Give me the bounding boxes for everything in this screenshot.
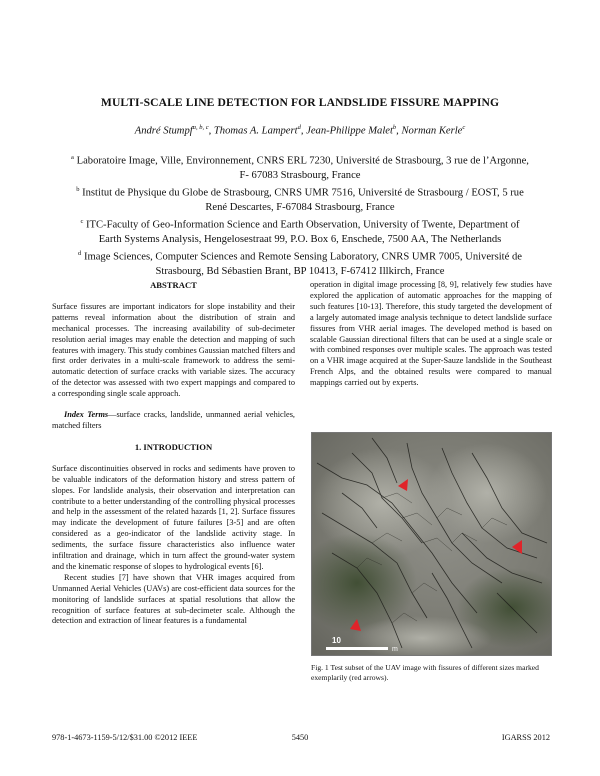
affiliation-mark: a — [71, 154, 74, 161]
scale-bar-unit: m — [392, 646, 398, 653]
author-name: Norman Kerle — [401, 125, 463, 137]
affiliation-item — [70, 151, 530, 183]
index-terms — [52, 410, 295, 432]
scale-bar — [326, 647, 388, 650]
intro-paragraph-2: Recent studies [7] have shown that VHR images acquired from Unmanned Aerial Vehicles (UAVs) are cost-efficient data sources for the monitoring of landslide surfaces at spatial resolutions that allow the recognition of surface features at sub-decimeter scale. Although the detection and extraction of linear features is a fundamental — [52, 572, 295, 626]
figure-caption: Fig. 1 Test subset of the UAV image with fissures of different sizes marked exemplarily (red arrows). — [311, 663, 539, 682]
intro-paragraph-2-continued: operation in digital image processing [8, 9], relatively few studies have explored the application of automatic approaches for the mapping of such features [10-13]. Therefore, this study targeted the development of a largely automated image analysis technique to detect landslide surface fissures from VHR aerial images. The developed method is based on scalable Gaussian directional filters that can be used at a single scale or with combined responses over multiple scales. The approach was tested on a VHR image acquired at the Super-Sauze landslide in the Southeast French Alps, and the obtained results were compared to manual mappings carried out by experts. — [310, 280, 552, 388]
affiliation-mark: b — [76, 185, 80, 193]
affiliation-text: Institut de Physique du Globe de Strasbourg, CNRS UMR 7516, Université de Strasbourg / EOST, 5 rue René Descartes, F-67084 Strasbourg, France — [82, 187, 524, 213]
left-column — [52, 280, 295, 627]
affiliation-mark: d — [78, 249, 82, 257]
affiliation-item — [70, 247, 530, 279]
author-name: Jean-Philippe Malet — [306, 125, 393, 137]
paper-title: MULTI-SCALE LINE DETECTION FOR LANDSLIDE FISSURE MAPPING — [100, 96, 500, 109]
affiliation-text: Image Sciences, Computer Sciences and Remote Sensing Laboratory, CNRS UMR 7005, Université de Strasbourg, Bd Sébastien Brant, BP 10413, F-67412 Illkirch, France — [83, 251, 522, 277]
introduction-heading: 1. INTRODUCTION — [134, 441, 213, 452]
author-name: Thomas A. Lampert — [213, 125, 298, 137]
footer-conference: IGARSS 2012 — [501, 733, 550, 742]
uav-image-figure — [311, 432, 552, 656]
author-list: André Stumpf$^{a, b, c}$, Thomas A. Lampert$^d$, Jean-Philippe Malet$^b$, Norman Kerle$^c$ — [134, 124, 466, 137]
affiliation-mark: c — [80, 217, 84, 225]
affiliation-text: Laboratoire Image, Ville, Environnement, CNRS ERL 7230, Université de Strasbourg, 3 rue de l’Argonne, F- 67083 Strasbourg, France — [76, 155, 529, 181]
author-name: André Stumpf — [134, 125, 193, 137]
affiliation-list — [70, 151, 530, 279]
index-terms-label: Index Terms — [64, 410, 109, 420]
author-affil-mark: a, b, c — [192, 124, 209, 131]
footer-isbn: 978-1-4673-1159-5/12/$31.00 ©2012 IEEE — [52, 733, 198, 742]
intro-paragraph-1: Surface discontinuities observed in rocks and sediments have proven to be valuable indicators of the deformation history and stress pattern of slopes. For landslide analysis, their observation and interpretation can contribute to a better understanding of the controlling physical processes and help in the assessment of the related hazards [1, 2]. Surface fissures may indicate the development of future failures [3-5] and are often considered as a geo-indicator of the landslide activity stage. In sediments, the surface fissure characteristics also influence water infiltration and drainage, which in turn affect the ground-water system and the kinematic response of slopes to hydrological events [6]. — [52, 463, 295, 571]
affiliation-item — [70, 215, 530, 247]
scale-bar-label: 10 — [332, 636, 341, 645]
index-terms-text: —surface cracks, landslide, unmanned aerial vehicles, matched filters — [52, 410, 295, 430]
uav-image — [312, 433, 551, 655]
affiliation-text: ITC-Faculty of Geo-Information Science and Earth Observation, University of Twente, Department of Earth Systems Analysis, Hengelosestraat 99, P.O. Box 6, Enschede, 7500 AA, The Netherlands — [85, 219, 520, 245]
author-affil-mark: c — [462, 124, 466, 131]
footer-page-number: 5450 — [291, 733, 309, 742]
author-affil-mark: d — [297, 124, 301, 131]
abstract-heading: ABSTRACT — [150, 280, 197, 290]
author-affil-mark: b — [392, 124, 397, 131]
affiliation-item — [70, 183, 530, 215]
right-column — [310, 280, 552, 389]
abstract-text: Surface fissures are important indicators for slope instability and their patterns reveal information about the distribution of strain and mechanical processes. The increasing availability of sub-decimeter resolution aerial images may enable the detection and mapping of such features with imagery. This study combines Gaussian matched filters and first order derivates in a multi-scale framework to address the semi-automatic detection of surface cracks with variable sizes. The accuracy of the detector was assessed with two expert mappings and compared to a corresponding single scale approach. — [52, 301, 295, 399]
